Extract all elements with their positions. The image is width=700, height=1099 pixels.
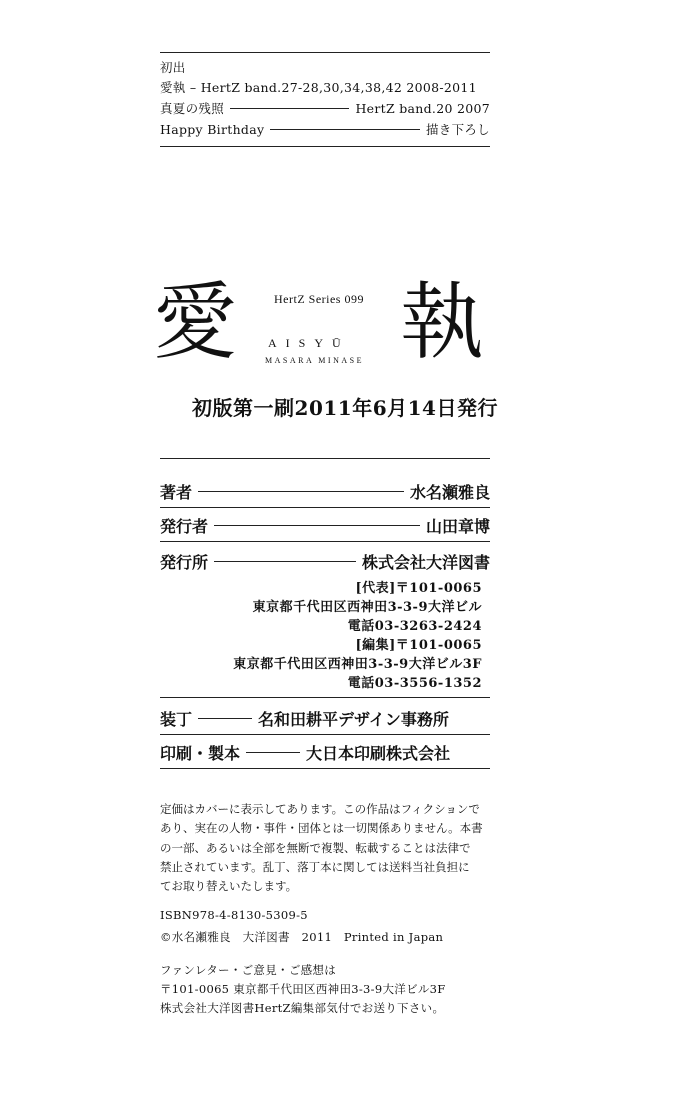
copyright: ©水名瀬雅良 大洋図書 2011 Printed in Japan bbox=[160, 930, 444, 944]
credit-value: 大日本印刷株式会社 bbox=[306, 744, 451, 763]
fan-letter-heading: ファンレター・ご意見・ご感想は bbox=[160, 963, 337, 977]
publication-title: 真夏の残照 bbox=[160, 101, 225, 116]
leader-line bbox=[198, 718, 252, 719]
credit-rule bbox=[160, 541, 490, 542]
publication-title: Happy Birthday bbox=[160, 121, 265, 137]
publication-dash: – bbox=[185, 79, 201, 95]
publication-rule bbox=[160, 146, 490, 147]
publication-title: 愛執 bbox=[160, 80, 186, 95]
credit-label: 発行者 bbox=[160, 517, 209, 536]
first-publication-heading: 初出 bbox=[160, 60, 186, 75]
title-kanji-ai: 愛 bbox=[153, 273, 238, 371]
leader-line bbox=[230, 108, 349, 109]
credit-label: 装丁 bbox=[160, 710, 193, 729]
address-line: 東京都千代田区西神田3-3-9大洋ビル bbox=[252, 600, 482, 615]
credit-rule bbox=[160, 697, 490, 698]
credit-value: 水名瀬雅良 bbox=[409, 483, 490, 502]
notice-line: てお取り替えいたします。 bbox=[160, 879, 298, 894]
credit-value: 山田章博 bbox=[425, 517, 490, 536]
isbn: ISBN978-4-8130-5309-5 bbox=[160, 908, 308, 922]
edition-date: 初版第一刷2011年6月14日発行 bbox=[192, 396, 498, 420]
leader-line bbox=[214, 525, 420, 526]
credit-author bbox=[160, 480, 490, 503]
leader-line bbox=[214, 561, 356, 562]
leader-line bbox=[246, 752, 300, 753]
credit-design bbox=[160, 707, 490, 730]
notice-line: 禁止されています。乱丁、落丁本に関しては送料当社負担に bbox=[160, 859, 470, 874]
legal-notice bbox=[160, 800, 492, 896]
leader-line bbox=[270, 129, 420, 130]
address-line: 東京都千代田区西神田3-3-9大洋ビル3F bbox=[233, 657, 482, 672]
author-romanized: MASARA MINASE bbox=[265, 356, 364, 365]
credit-rule bbox=[160, 768, 490, 769]
credit-label: 著者 bbox=[160, 483, 193, 502]
notice-line: あり、実在の人物・事件・団体とは一切関係ありません。本書 bbox=[160, 821, 483, 836]
title-kanji-shu: 執 bbox=[400, 273, 485, 371]
address-line: [編集]〒101-0065 bbox=[355, 638, 482, 653]
credit-value: 株式会社大洋図書 bbox=[361, 553, 490, 572]
credit-label: 発行所 bbox=[160, 553, 209, 572]
credit-value: 名和田耕平デザイン事務所 bbox=[258, 710, 449, 729]
publication-source: HertZ band.27-28,30,34,38,42 2008-2011 bbox=[200, 79, 477, 95]
fan-letter-address: 〒101-0065 東京都千代田区西神田3-3-9大洋ビル3F bbox=[160, 982, 446, 996]
notice-line: の一部、あるいは全部を無断で複製、転載することは法律で bbox=[160, 840, 471, 855]
credit-rule bbox=[160, 734, 490, 735]
title-romaji: AISYŪ bbox=[268, 336, 350, 350]
credit-publisher bbox=[160, 550, 490, 573]
fan-letter-recipient: 株式会社大洋図書HertZ編集部気付でお送り下さい。 bbox=[160, 1001, 445, 1015]
edition-rule bbox=[160, 458, 490, 459]
publication-entry bbox=[160, 99, 490, 117]
notice-line: 定価はカバーに表示してあります。この作品はフィクションで bbox=[160, 802, 480, 816]
series-label: HertZ Series 099 bbox=[274, 292, 364, 306]
credit-rule bbox=[160, 507, 490, 508]
top-rule bbox=[160, 52, 490, 53]
address-line: 電話03-3263-2424 bbox=[347, 619, 482, 634]
leader-line bbox=[198, 491, 404, 492]
credit-printing bbox=[160, 741, 490, 764]
credit-issuer bbox=[160, 514, 490, 537]
address-line: 電話03-3556-1352 bbox=[347, 676, 482, 691]
publication-entry bbox=[160, 120, 490, 138]
credit-label: 印刷・製本 bbox=[160, 744, 241, 763]
address-line: [代表]〒101-0065 bbox=[355, 581, 482, 596]
publication-entry bbox=[160, 78, 490, 96]
publication-source: HertZ band.20 2007 bbox=[355, 100, 490, 116]
publication-source: 描き下ろし bbox=[425, 122, 490, 137]
